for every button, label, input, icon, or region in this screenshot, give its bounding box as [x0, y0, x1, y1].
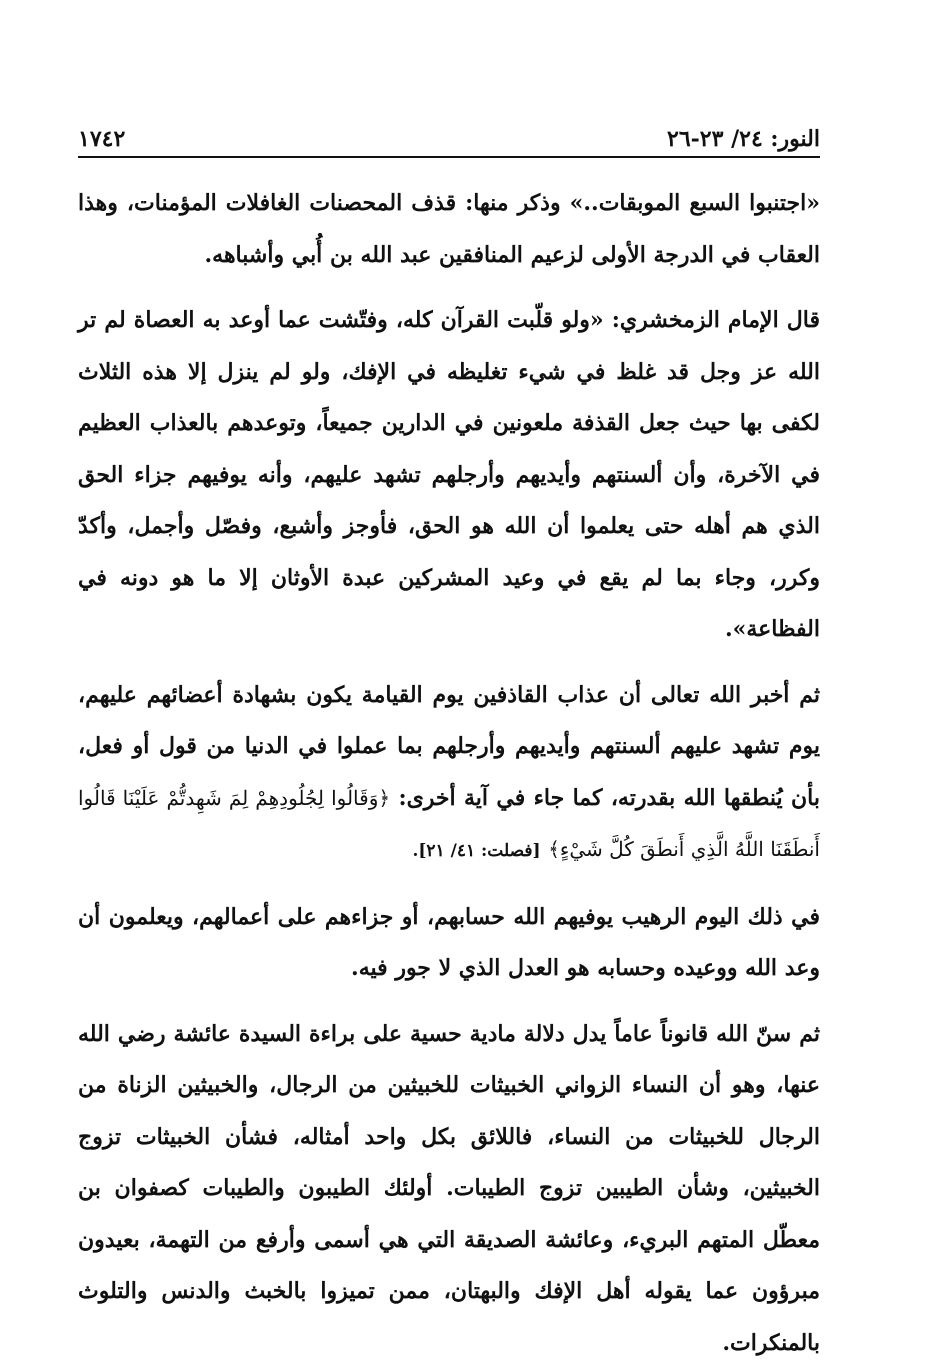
paragraph-5: ثم سنّ الله قانوناً عاماً يدل دلالة مادية حسية على براءة السيدة عائشة رضي الله عنها، وهو أن النساء الزواني الخبيثات للخبيثين من الرجال، والخبيثين الزناة من الرجال للخبيثات من النساء، فاللائق بكل واحد أمثاله، فشأن الخبيثات تزوج الخبيثين، وشأن الطيبين تزوج الطيبات. أولئك الطيبون والطيبات كصفوان بن معطّل المتهم البريء، وعائشة الصديقة التي هي أسمى وأرفع من التهمة، بعيدون مبرؤون عما يقوله أهل الإفك والبهتان، ممن تميزوا بالخبث والدنس والتلوث بالمنكرات. — [78, 1020, 820, 1356]
book-page — [78, 0, 820, 1369]
page-header — [78, 112, 820, 158]
paragraph-3-text: ثم أخبر الله تعالى أن عذاب القاذفين يوم القيامة يكون بشهادة أعضائهم عليهم، يوم تشهد عليهم ألسنتهم وأيديهم وأرجلهم بما عملوا في الدنيا من قول أو فعل، بأن يُنطقها الله بقدرته، كما جاء في آية أخرى: — [78, 681, 820, 811]
paragraph-2: قال الإمام الزمخشري: «ولو قلّبت القرآن كله، وفتّشت عما أوعد به العصاة لم تر الله عز وجل قد غلظ في شيء تغليظه في الإفك، ولو لم ينزل إلا هذه الثلاث لكفى بها حيث جعل القذفة ملعونين في الدارين جميعاً، وتوعدهم بالعذاب العظيم في الآخرة، وأن ألسنتهم وأيديهم وأرجلهم تشهد عليهم، وأنه يوفيهم جزاء الحق الذي هم أهله حتى يعلموا أن الله هو الحق، فأوجز وأشبع، وفصّل وأجمل، وأكدّ وكرر، وجاء بما لم يقع في وعيد المشركين عبدة الأوثان إلا ما هو دونه في الفظاعة». — [78, 307, 820, 642]
paragraph-4: في ذلك اليوم الرهيب يوفيهم الله حسابهم، أو جزاءهم على أعمالهم، ويعلمون أن وعد الله ووعيده وحسابه هو العدل الذي لا جور فيه. — [78, 903, 820, 981]
paragraph-1: «اجتنبوا السبع الموبقات..» وذكر منها: قذف المحصنات الغافلات المؤمنات، وهذا العقاب في الدرجة الأولى لزعيم المنافقين عبد الله بن أُبي وأشباهه. — [78, 190, 820, 268]
paragraph-3 — [78, 670, 820, 878]
verse-reference: [فصلت: ٤١/ ٢١]. — [412, 841, 541, 861]
running-title: النور: ٢٤/ ٢٣-٢٦ — [667, 126, 820, 152]
page-number: ١٧٤٢ — [78, 126, 126, 152]
page-body — [78, 178, 820, 1369]
quran-verse: ﴿وَقَالُوا لِجُلُودِهِمْ لِمَ شَهِدتُّمْ عَلَيْنَا قَالُوا أَنطَقَنَا اللَّهُ الَّذِي أَنطَقَ كُلَّ شَيْءٍ﴾ — [78, 785, 820, 861]
